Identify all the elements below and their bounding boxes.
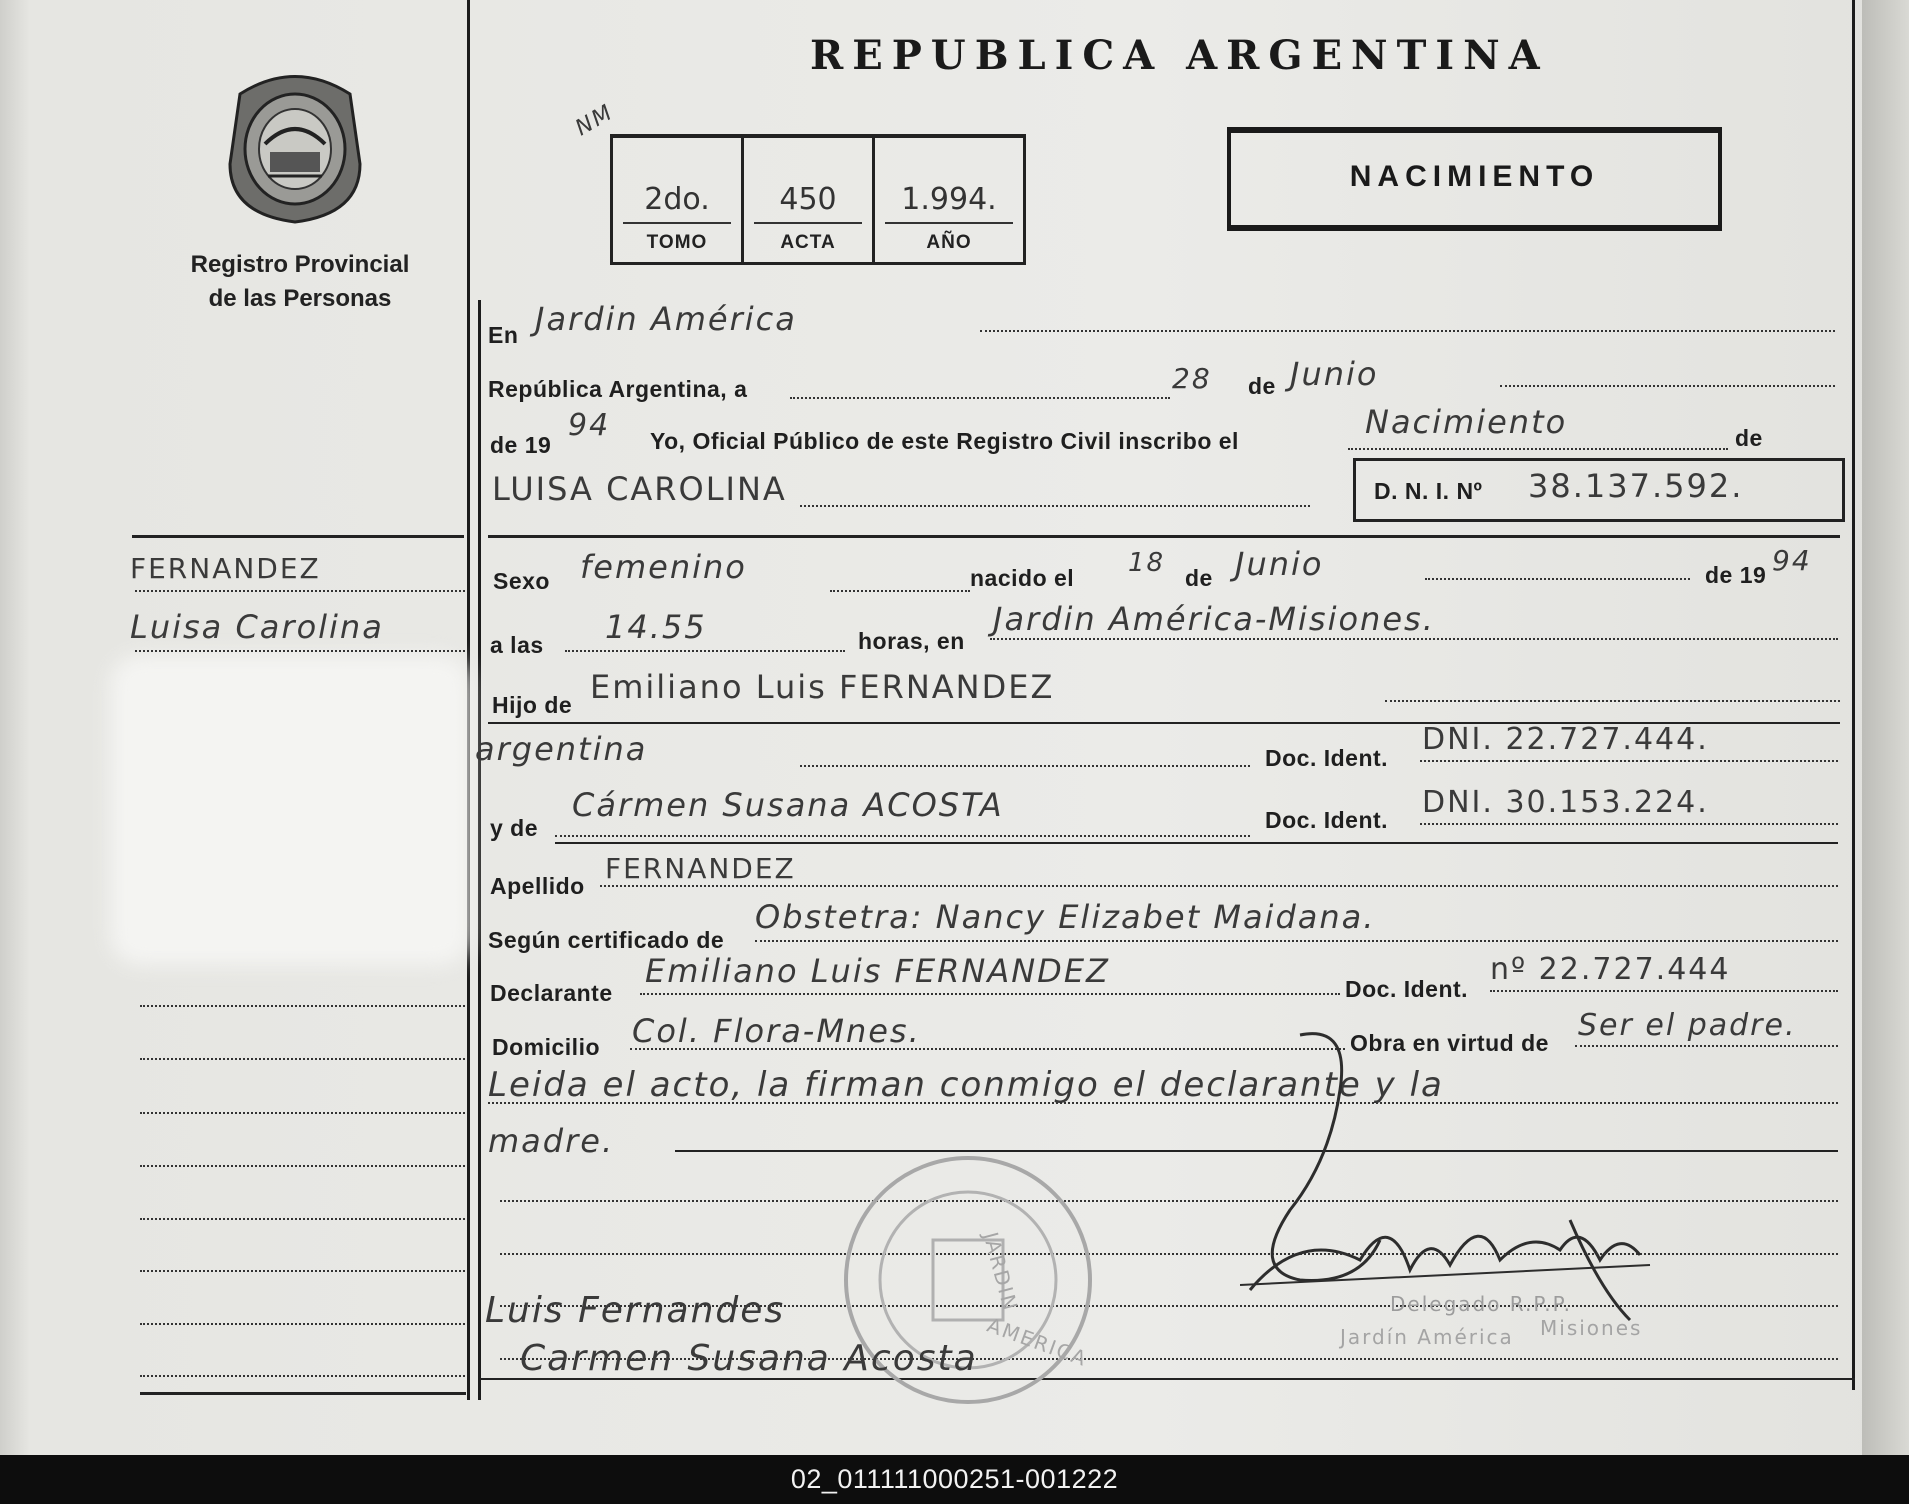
registry-office-name [150,248,450,316]
stamp-text-1: JARDIN [978,1229,1023,1315]
form-left-border [478,300,481,1400]
provincial-seal-icon [220,64,370,226]
stamp-text-2: AMERICA [984,1312,1091,1372]
apellido-label: Apellido [490,873,585,899]
yo-label: Yo, Oficial Público de este Registro Civil inscribo el [650,428,1239,454]
declarante-doc: nº 22.727.444 [1490,952,1731,987]
official-stamp-line3: Misiones [1540,1316,1643,1340]
header-rule [488,535,1840,538]
nacido-label: nacido el [970,565,1075,591]
de-label-2: de [1735,425,1763,451]
hijo-label: Hijo de [492,692,573,718]
leida-line-1: Leida el acto, la firman conmigo el declarante y la [488,1065,1444,1105]
alas-label: a las [490,632,544,658]
doc-ident-label-2: Doc. Ident. [1265,807,1389,833]
official-signature-icon [1240,1030,1660,1340]
en-value: Jardin América [535,300,797,338]
declarante-label: Declarante [490,980,613,1006]
de-label-3: de [1185,565,1213,591]
registry-office-line2: de las Personas [208,285,392,312]
birth-month: Junio [1235,545,1324,583]
acta-label: ACTA [780,232,836,253]
dni-label: D. N. I. Nº [1374,478,1483,504]
ano-cell [875,138,1023,262]
page-title: REPUBLICA ARGENTINA [810,32,1549,79]
leida-line-2: madre. [488,1122,615,1160]
de19-label-2: de 19 [1705,562,1767,588]
year-value: 94 [568,408,611,443]
tomo-cell [613,138,744,262]
redacted-area [110,655,470,965]
en-label: En [488,322,519,348]
margin-given-name: Luisa Carolina [130,608,384,646]
inscribe-value: Nacimiento [1365,403,1568,441]
domicilio-value: Col. Flora-Mnes. [632,1012,921,1050]
hour-value: 14.55 [605,608,707,646]
document-type-box [1227,127,1722,231]
day-value: 28 [1172,362,1212,395]
mother-name: Cármen Susana ACOSTA [572,786,1004,824]
acta-cell [744,138,875,262]
republica-label: República Argentina, a [488,376,748,402]
obra-value: Ser el padre. [1578,1008,1797,1043]
mother-doc: DNI. 30.153.224. [1422,785,1709,820]
tomo-label: TOMO [646,232,708,253]
official-stamp-line1: Delegado R.P.P. [1390,1292,1572,1316]
doc-ident-label: Doc. Ident. [1265,745,1389,771]
page-edge [1862,0,1909,1455]
registry-number-box [610,134,1026,265]
obra-label: Obra en virtud de [1350,1030,1549,1056]
place-value: Jardin América-Misiones. [993,600,1435,638]
month-value: Junio [1290,355,1379,393]
father-nationality: argentina [475,730,648,768]
form-right-border [1852,0,1855,1390]
yde-label: y de [490,815,539,841]
father-name: Emiliano Luis FERNANDEZ [590,668,1055,706]
horas-label: horas, en [858,628,965,654]
signature-father: Luis Fernandes [485,1290,786,1331]
birth-day: 18 [1128,548,1166,578]
ano-value: 1.994. [901,182,997,217]
document-type-label: NACIMIENTO [1349,160,1600,193]
doc-ident-label-3: Doc. Ident. [1345,976,1469,1002]
dni-box [1353,458,1845,522]
name-value: LUISA CAROLINA [492,470,787,508]
dni-value: 38.137.592. [1528,467,1744,505]
tomo-value: 2do. [644,182,710,217]
signature-mother: Carmen Susana Acosta [520,1338,978,1379]
ano-label: AÑO [926,232,972,253]
sexo-label: Sexo [493,568,550,594]
segun-value: Obstetra: Nancy Elizabet Maidana. [755,898,1376,936]
margin-header-rule [132,535,464,538]
official-stamp-line2: Jardín América [1340,1325,1514,1349]
apellido-value: FERNANDEZ [605,852,796,885]
segun-label: Según certificado de [488,927,725,953]
registry-office-line1: Registro Provincial [190,251,410,278]
de-label: de [1248,373,1276,399]
footer-bar [0,1455,1909,1504]
sexo-value: femenino [580,548,747,586]
acta-value: 450 [779,182,837,217]
de19-label: de 19 [490,432,552,458]
domicilio-label: Domicilio [492,1034,601,1060]
birth-year: 94 [1772,544,1812,577]
document-id: 02_011111000251-001222 [790,1464,1119,1494]
father-doc: DNI. 22.727.444. [1422,722,1709,757]
corner-initials: NM [571,99,619,142]
margin-surname: FERNANDEZ [130,552,321,585]
declarante-value: Emiliano Luis FERNANDEZ [645,952,1110,990]
